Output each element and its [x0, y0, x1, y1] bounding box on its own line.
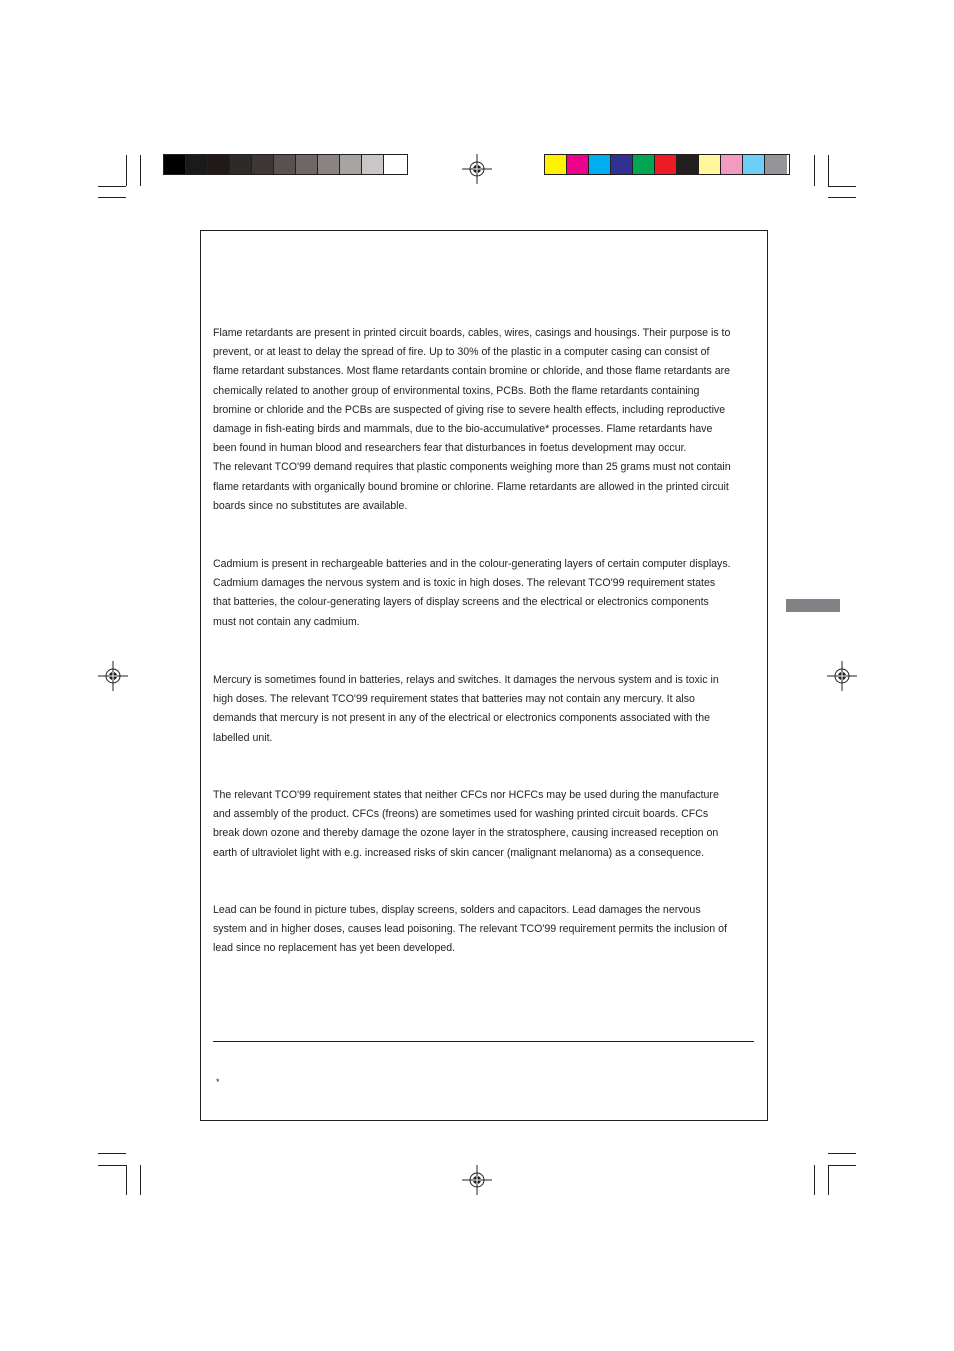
registration-mark-icon — [462, 1165, 492, 1195]
text-line: The relevant TCO'99 requirement states that neither CFCs nor HCFCs may be used during the manufacture — [213, 789, 719, 801]
text-line: Cadmium damages the nervous system and is toxic in high doses. The relevant TCO'99 requirement states — [213, 577, 716, 590]
text-line: Mercury is sometimes found in batteries, relays and switches. It damages the nervous system and is toxic in — [213, 674, 719, 686]
text-line: that batteries, the colour-generating layers of display screens and the electrical or electronics components — [213, 596, 709, 609]
color-swatch — [721, 155, 743, 174]
color-swatch — [164, 155, 186, 174]
registration-mark-icon — [98, 661, 128, 691]
crop-mark — [98, 1153, 126, 1154]
color-swatch — [208, 155, 230, 174]
crop-mark — [126, 155, 127, 186]
text-line: The relevant TCO'99 demand requires that plastic components weighing more than 25 grams must not contain — [213, 461, 731, 474]
text-line: flame retardant substances. Most flame retardants contain bromine or chloride, and those flame retardants are — [213, 365, 731, 378]
crop-mark — [140, 155, 141, 186]
color-swatch — [655, 155, 677, 174]
paragraph-flame-retardants — [213, 324, 754, 516]
crop-mark — [828, 1165, 829, 1195]
text-line: labelled unit. — [213, 731, 273, 744]
crop-mark — [814, 1165, 815, 1195]
crop-mark — [98, 1165, 126, 1166]
registration-mark-icon — [827, 661, 857, 691]
crop-mark — [98, 186, 126, 187]
crop-mark — [828, 155, 829, 186]
color-swatch — [743, 155, 765, 174]
text-line: break down ozone and thereby damage the ozone layer in the stratosphere, causing increased reception on — [213, 827, 719, 840]
crop-mark — [140, 1165, 141, 1195]
text-line: Cadmium is present in rechargeable batteries and in the colour-generating layers of certain computer displays. — [213, 558, 731, 570]
text-line: chemically related to another group of environmental toxins, PCBs. Both the flame retardants containing — [213, 384, 700, 397]
text-line: flame retardants with organically bound bromine or chlorine. Flame retardants are allowed in the printed circuit — [213, 480, 729, 493]
color-swatch — [252, 155, 274, 174]
color-swatch — [384, 155, 406, 174]
text-line: damage in fish-eating birds and mammals, due to the bio-accumulative* processes. Flame retardants have — [213, 423, 713, 436]
color-swatch — [677, 155, 699, 174]
crop-mark — [828, 186, 856, 187]
color-swatch — [318, 155, 340, 174]
color-swatch — [633, 155, 655, 174]
text-line: boards since no substitutes are available. — [213, 499, 408, 512]
registration-mark-icon — [462, 154, 492, 184]
paragraph-cadmium — [213, 555, 754, 632]
crop-mark — [126, 1165, 127, 1195]
text-line: demands that mercury is not present in any of the electrical or electronics components associated with the — [213, 712, 710, 725]
color-swatch — [186, 155, 208, 174]
text-line: been found in human blood and researchers fear that disturbances in foetus development may occur. — [213, 442, 687, 455]
color-swatch — [699, 155, 721, 174]
crop-mark — [814, 155, 815, 186]
color-swatch — [589, 155, 611, 174]
crop-mark — [828, 1153, 856, 1154]
process-color-bar — [544, 154, 790, 175]
color-swatch — [274, 155, 296, 174]
color-swatch — [230, 155, 252, 174]
text-line: Lead can be found in picture tubes, display screens, solders and capacitors. Lead damages the nervous — [213, 904, 701, 916]
color-swatch — [765, 155, 787, 174]
text-line: earth of ultraviolet light with e.g. increased risks of skin cancer (malignant melanoma) as a consequence. — [213, 846, 705, 859]
text-line: must not contain any cadmium. — [213, 615, 360, 628]
color-swatch — [362, 155, 384, 174]
footnote-divider — [213, 1041, 754, 1042]
crop-mark — [98, 197, 126, 198]
text-line: and assembly of the product. CFCs (freons) are sometimes used for washing printed circuit boards. CFCs — [213, 808, 709, 821]
crop-mark — [828, 197, 856, 198]
paragraph-lead — [213, 901, 754, 959]
color-swatch — [296, 155, 318, 174]
text-line: prevent, or at least to delay the spread of fire. Up to 30% of the plastic in a computer casing can consist of — [213, 346, 710, 359]
paragraph-cfcs — [213, 786, 754, 863]
color-swatch — [567, 155, 589, 174]
color-swatch — [545, 155, 567, 174]
text-line: system and in higher doses, causes lead poisoning. The relevant TCO'99 requirement permits the inclusion of — [213, 923, 727, 936]
text-line: bromine or chloride and the PCBs are suspected of giving rise to severe health effects, including reproductive — [213, 403, 726, 416]
grayscale-color-bar — [163, 154, 408, 175]
text-line: lead since no replacement has yet been developed. — [213, 942, 456, 955]
color-swatch — [611, 155, 633, 174]
section-tab-marker — [786, 599, 840, 612]
footnote-marker: * — [216, 1077, 220, 1087]
color-swatch — [340, 155, 362, 174]
crop-mark — [828, 1165, 856, 1166]
paragraph-mercury — [213, 671, 754, 748]
text-line: Flame retardants are present in printed circuit boards, cables, wires, casings and housings. Their purpose is to — [213, 327, 731, 339]
text-line: high doses. The relevant TCO'99 requirement states that batteries may not contain any mercury. It also — [213, 693, 695, 706]
